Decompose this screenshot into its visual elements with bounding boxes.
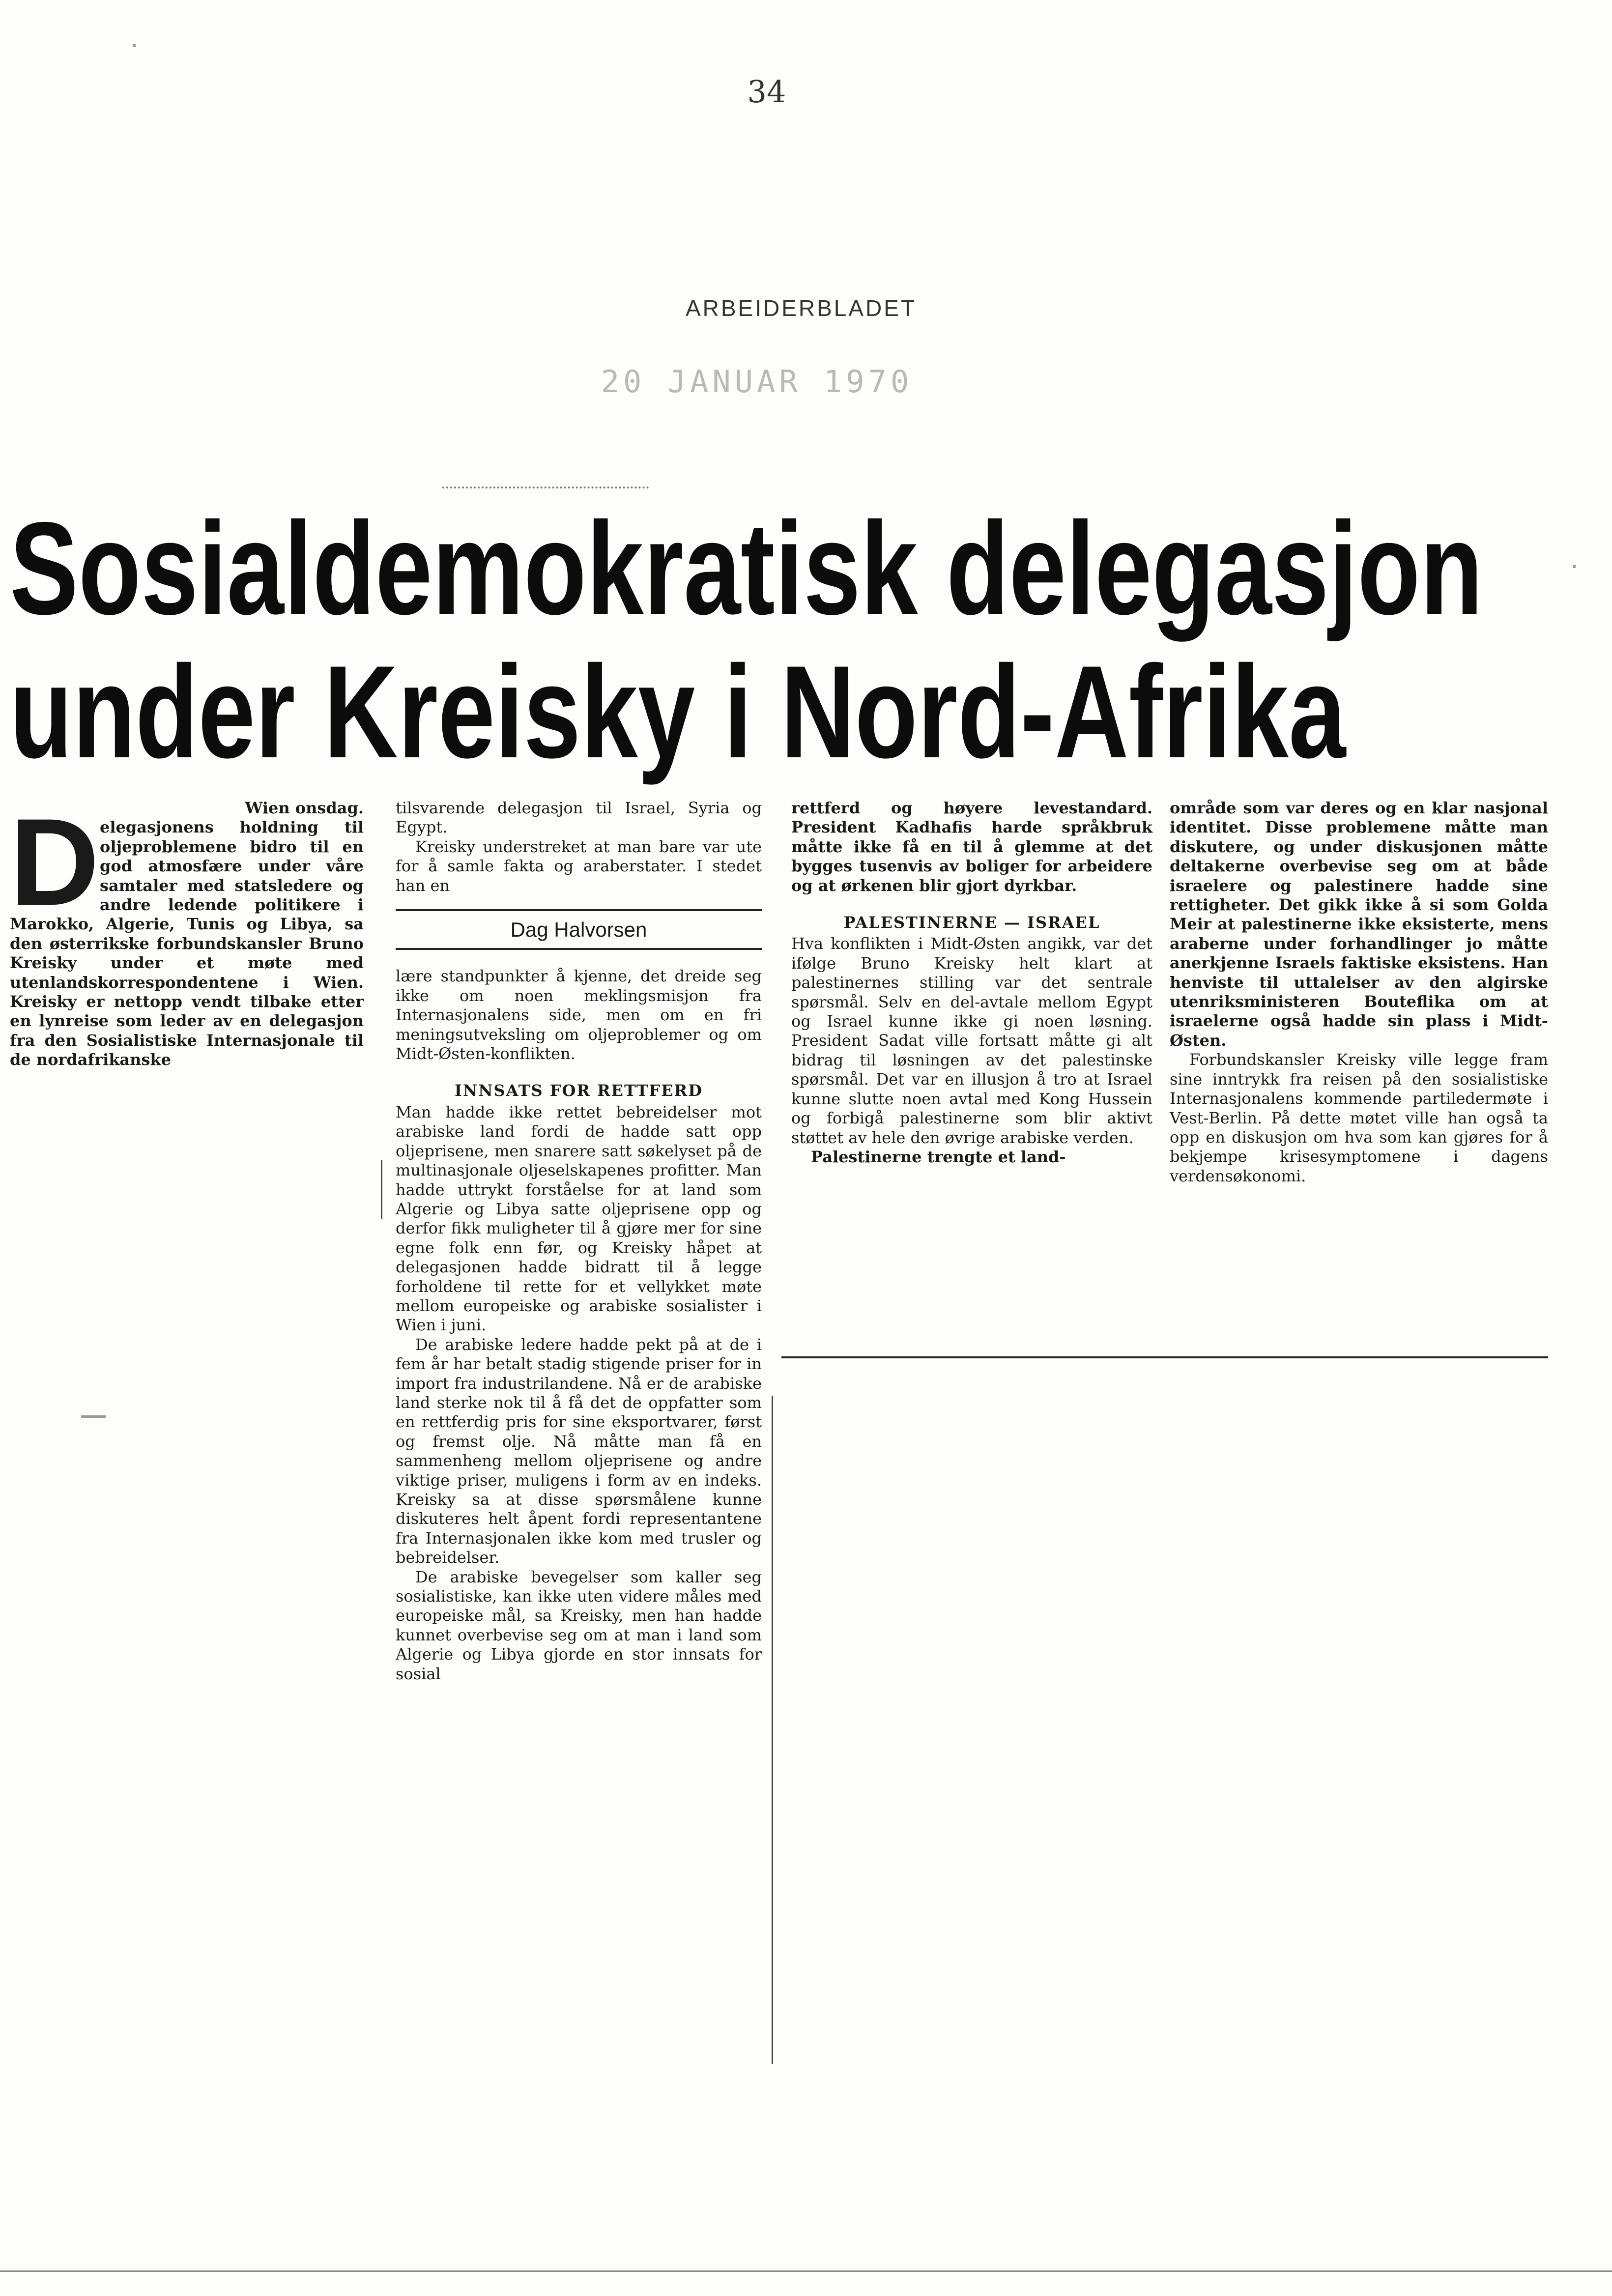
scan-mark — [133, 44, 136, 47]
paragraph: De arabiske ledere hadde pekt på at de i fem år har betalt stadig stigende priser for in import fra industrilandene. Nå er de arabiske land sterke nok til å få det de oppfatter som en rettferdig pris for sine eksportvarer, først og fremst olje. Nå måtte man få en sammenheng mellom oljeprisene og andre viktige priser, muligens i form av en indeks. Kreisky sa at disse spørsmålene kunne diskuteres helt åpent fordi representantene fra Internasjonalen ikke kom med trusler og bebreidelser. — [396, 1335, 762, 1567]
paragraph: lære standpunkter å kjenne, det dreide seg ikke om noen meklingsmisjon fra Internasjonalens side, men om en fri meningsutveksling om oljeproblemer og om Midt-Østen-konflikten. — [396, 967, 762, 1063]
dropcap: D — [10, 793, 99, 931]
headline — [10, 494, 1483, 785]
article-column-3 — [791, 799, 1152, 1167]
date-stamp: 20 JANUAR 1970 — [601, 364, 913, 400]
paragraph: område som var deres og en klar nasjonal identitet. Disse problemene måtte man diskutere, og under diskusjonen måtte deltakerne overbevise seg om at både israelere og palestinere hadde sine rettigheter. Det gikk ikke å si som Golda Meir at palestinerne ikke eksisterte, mens araberne under forhandlinger jo måtte anerkjenne Israels faktiske eksistens. Han henviste til uttalelser av den algirske utenriksministeren Bouteflika om at israelerne også hadde sin plass i Midt-Østen. — [1170, 799, 1548, 1050]
column-divider — [381, 1160, 382, 1219]
newspaper-source: ARBEIDERBLADET — [685, 295, 917, 321]
subhead-palestinerne: PALESTINERNE — ISRAEL — [843, 913, 1100, 932]
byline: Dag Halvorsen — [396, 909, 762, 950]
article-column-4 — [1170, 799, 1548, 1186]
paragraph: tilsvarende delegasjon til Israel, Syria og Egypt. — [396, 799, 762, 837]
column-divider — [772, 1396, 773, 2064]
headline-line-2: under Kreisky i Nord-Afrika — [10, 638, 1346, 785]
paragraph: Kreisky understreket at man bare var ute for å samle fakta og araberstater. I stedet han en — [396, 837, 762, 895]
paragraph: Forbundskansler Kreisky ville legge fram sine inntrykk fra reisen på den sosialistiske Internasjonalens kommende partiledermøte i Vest-Berlin. På dette møtet ville han også ta opp en diskusjon om hva som kan gjøres for å bekjempe krisesymptomene i dagens verdensøkonomi. — [1170, 1050, 1548, 1185]
paragraph: Man hadde ikke rettet bebreidelser mot arabiske land fordi de hadde satt opp oljeprisene, men snarere satt søkelyset på de multinasjonale oljeselskapenes profitter. Man hadde uttrykt forståelse for at land som Algerie og Libya satte oljeprisene opp og derfor fikk muligheter til å gjøre mer for sine egne folk enn før, og Kreisky håpet at delegasjonen hadde bidratt til å legge forholdene til rette for et vellykket møte mellom europeiske og arabiske sosialister i Wien i juni. — [396, 1102, 762, 1335]
article-column-1 — [10, 793, 364, 1070]
subhead-innsats: INNSATS FOR RETTFERD — [455, 1081, 703, 1100]
article-column-2 — [396, 799, 762, 1684]
lead-paragraph: elegasjonens holdning til oljeproblemene bidro til en god atmosfære under våre samtaler med statsledere og andre ledende politikere i Marokko, Algerie, Tunis og Libya, sa den østerrikske forbundskansler Bruno Kreisky under et møte med utenlandskorrespondentene i Wien. Kreisky er nettopp vendt tilbake etter en lynreise som leder av en delegasjon fra den Sosialistiske Internasjonale til de nordafrikanske — [10, 818, 364, 1069]
bottom-rule — [0, 2270, 1612, 2272]
dotted-rule — [442, 487, 649, 488]
paragraph: Hva konflikten i Midt-Østen angikk, var det ifølge Bruno Kreisky helt klart at palestinernes stilling var det sentrale spørsmål. Selv en del-avtale mellom Egypt og Israel kunne ikke gi noen løsning. President Sadat ville fortsatt måtte gi alt bidrag til løsningen av det palestinske spørsmål. Det var en illusjon å tro at Israel kunne slutte noen avtal med Kong Hussein og forbigå palestinerne som blir aktivt støttet av hele den øvrige arabiske verden. — [791, 934, 1152, 1147]
scan-mark — [1573, 565, 1576, 568]
paragraph: Palestinerne trengte et land- — [811, 1147, 1066, 1166]
scan-mark — [81, 1415, 106, 1418]
headline-line-1: Sosialdemokratisk delegasjon — [10, 494, 1483, 642]
page-number: 34 — [747, 74, 786, 110]
paragraph: rettferd og høyere levestandard. President Kadhafis harde språkbruk måtte ikke få en til å glemme at det bygges tusenvis av boliger for arbeidere og at ørkenen blir gjort dyrkbar. — [791, 799, 1152, 895]
column-divider-horizontal — [781, 1356, 1548, 1358]
dateline: Wien onsdag. — [245, 799, 364, 817]
paragraph: De arabiske bevegelser som kaller seg sosialistiske, kan ikke uten videre måles med europeiske mål, sa Kreisky, men han hadde kunnet overbevise seg om at man i land som Algerie og Libya gjorde en stor innsats for sosial — [396, 1567, 762, 1683]
